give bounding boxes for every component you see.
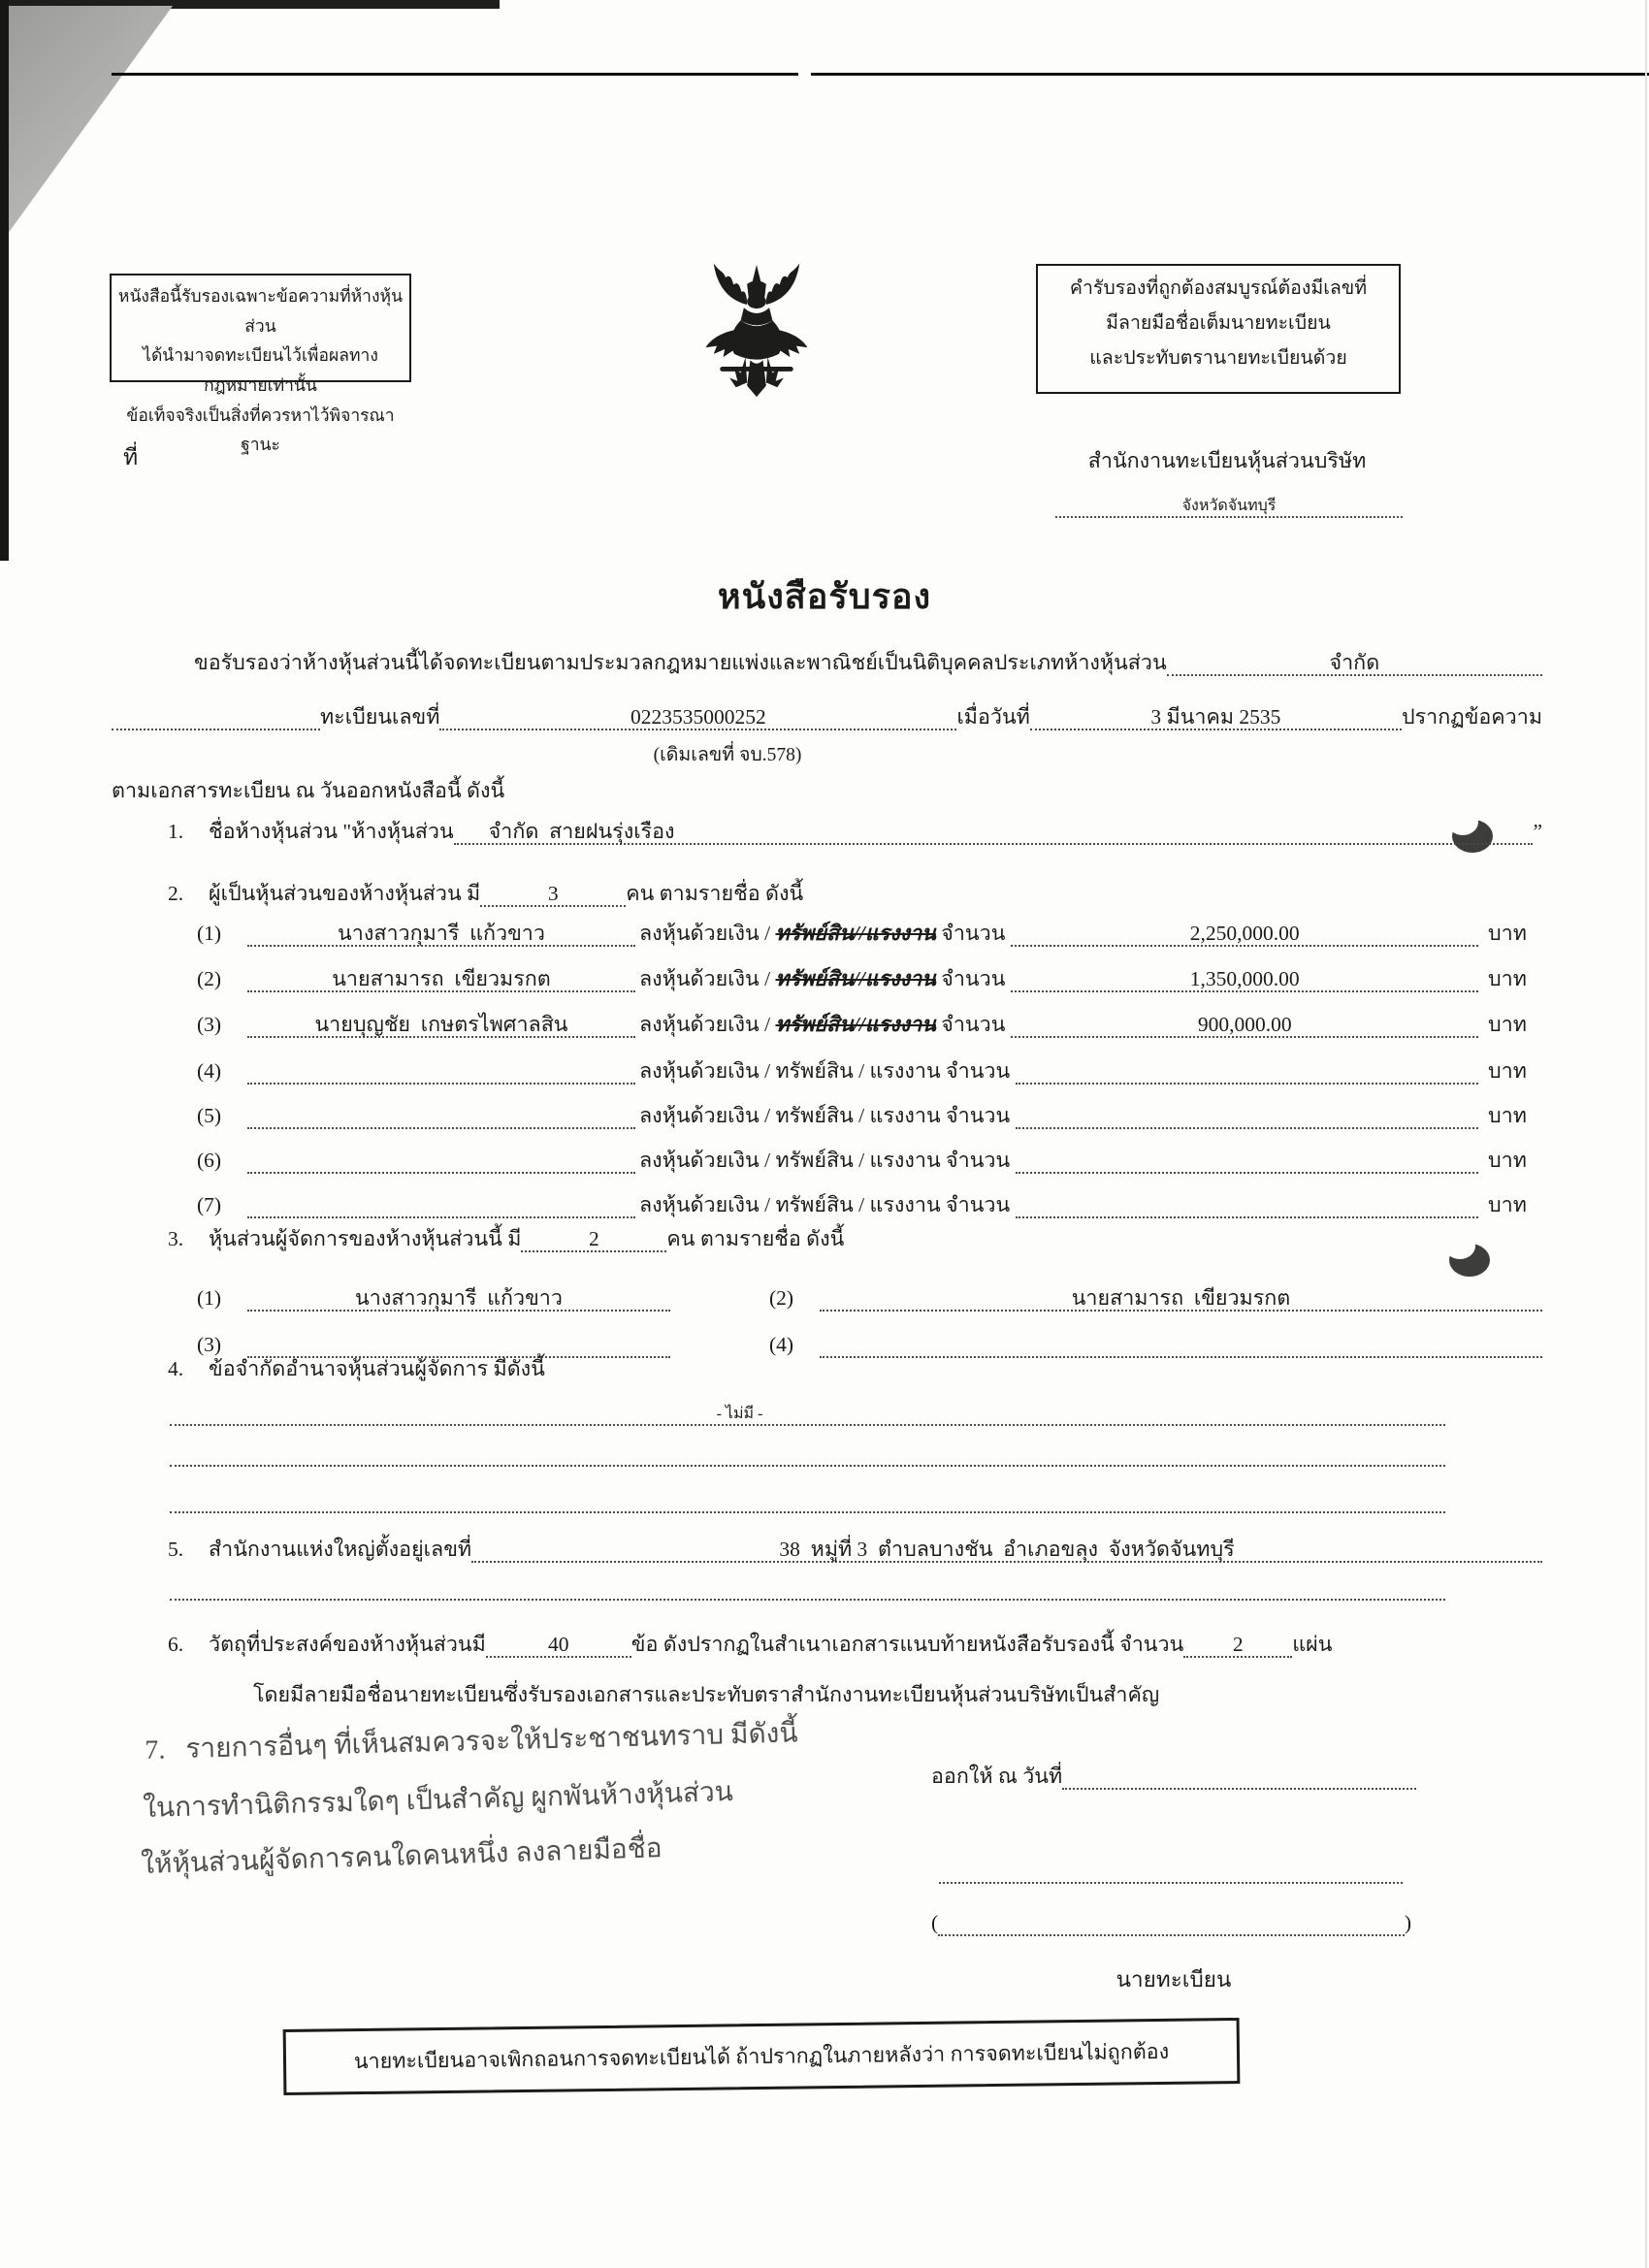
amount-label: จำนวน (946, 1149, 1011, 1173)
partner-row (112, 1046, 1542, 1085)
amount-fill (1016, 1207, 1478, 1218)
partner-name-fill (247, 1118, 635, 1129)
manager-no: (1) (197, 1286, 222, 1311)
item-3-row (112, 1224, 1542, 1252)
old-registration-number: (เดิมเลขที่ จบ.578) (653, 745, 802, 765)
intro-line-1 (112, 648, 1542, 676)
registration-office-name: สำนักงานทะเบียนหุ้นส่วนบริษัท (1087, 449, 1367, 472)
amount-fill (1011, 964, 1478, 992)
contribution-struck: ทรัพย์สิน//แรงงาน (775, 967, 936, 991)
contribution-prefix: ลงหุ้นด้วยเงิน / (639, 967, 771, 991)
contribution-prefix: ลงหุ้นด้วยเงิน / (639, 1104, 771, 1128)
manager-name: นางสาวกุมารี แก้วขาว (355, 1286, 563, 1311)
issue-date-label: ออกให้ ณ วันที่ (931, 1765, 1063, 1788)
amount-value: 1,350,000.00 (1189, 967, 1300, 991)
contribution-label (639, 1103, 1010, 1129)
partner-name-fill (247, 1073, 635, 1085)
intro-tail-text: ปรากฏข้อความ (1401, 705, 1542, 729)
partner-no: (7) (197, 1193, 222, 1217)
issue-date-fill (1062, 1778, 1416, 1790)
partner-name-fill (247, 964, 635, 992)
contribution-prefix: ลงหุ้นด้วยเงิน / (639, 1193, 771, 1217)
left-notice-line: ได้นำมาจดทะเบียนไว้เพื่อผลทางกฎหมายเท่านั้น (143, 345, 378, 395)
intro-text: ขอรับรองว่าห้างหุ้นส่วนนี้ได้จดทะเบียนตามประมวลกฎหมายแพ่งและพาณิชย์เป็นนิติบุคคลประเภทห้างหุ้นส่วน (194, 651, 1167, 674)
contribution-options: ทรัพย์สิน / แรงงาน (775, 1059, 941, 1084)
partners-count-label: ผู้เป็นหุ้นส่วนของห้างหุ้นส่วน มี (209, 882, 481, 905)
manager-name-fill (820, 1283, 1542, 1312)
partner-name-fill (247, 919, 635, 947)
signature-line (939, 1855, 1403, 1884)
amount-fill (1011, 919, 1478, 947)
item-7-stamp-line-2: ในการทำนิติกรรมใดๆ เป็นสำคัญ ผูกพันห้างหุ้นส่วน (142, 1777, 734, 1825)
amount-fill (1011, 1010, 1478, 1038)
contribution-prefix: ลงหุ้นด้วยเงิน / (639, 922, 771, 946)
partnership-name-value: จำกัด สายฝนรุ่งเรือง (488, 820, 675, 843)
issue-date-row (931, 1764, 1416, 1790)
baht-label: บาท (1488, 1104, 1527, 1128)
item-number: 5. (168, 1538, 184, 1561)
scan-artifact-line (811, 73, 1649, 76)
amount-label: จำนวน (946, 1104, 1011, 1128)
registrar-label: นายทะเบียน (1116, 1967, 1232, 1992)
registered-date-label: เมื่อวันที่ (956, 705, 1030, 729)
power-limit-line-1 (170, 1393, 1445, 1426)
manager-row (112, 1319, 1542, 1358)
objectives-count-fill (486, 1630, 631, 1658)
partner-no: (5) (197, 1104, 222, 1128)
left-notice-line: ข้อเท็จจริงเป็นสิ่งที่ควรหาไว้พิจารณาฐานะ (126, 405, 395, 455)
amount-label: จำนวน (941, 967, 1006, 991)
partner-name: นายบุญชัย เกษตรไพศาลสิน (314, 1013, 568, 1037)
item-2-row (112, 879, 1542, 907)
registered-date-fill (1030, 702, 1402, 730)
manager-no: (3) (197, 1333, 222, 1357)
right-notice-line: มีลายมือชื่อเต็มนายทะเบียน (1106, 313, 1331, 335)
garuda-emblem-icon (677, 250, 836, 421)
province-value: จังหวัดจันทบุรี (1181, 498, 1277, 514)
baht-label: บาท (1488, 1059, 1527, 1084)
item-1-row (112, 817, 1542, 845)
head-office-label: สำนักงานแห่งใหญ่ตั้งอยู่เลขที่ (209, 1538, 472, 1561)
managers-count-value: 2 (589, 1227, 599, 1250)
manager-name-fill (247, 1283, 670, 1312)
partnership-type-fill (1167, 648, 1542, 676)
closing-quote: ” (1533, 820, 1542, 843)
partners-count-fill (480, 879, 626, 907)
left-notice-box (110, 274, 411, 455)
contribution-label (639, 1058, 1010, 1085)
amount-fill (1016, 1118, 1478, 1129)
baht-label: บาท (1488, 967, 1527, 991)
partner-name-fill (247, 1162, 635, 1174)
contribution-label (639, 1012, 1005, 1038)
partner-row (112, 1180, 1542, 1218)
item-number: 6. (168, 1633, 184, 1656)
partner-row (112, 1090, 1542, 1129)
item-number: 3. (168, 1227, 184, 1250)
contribution-prefix: ลงหุ้นด้วยเงิน / (639, 1013, 771, 1037)
right-notice-line: คำรับรองที่ถูกต้องสมบูรณ์ต้องมีเลขที่ (1069, 278, 1368, 299)
contribution-label (639, 1192, 1010, 1218)
baht-label: บาท (1488, 1193, 1527, 1217)
registration-number-value: 0223535000252 (630, 705, 766, 729)
managers-count-label: หุ้นส่วนผู้จัดการของห้างหุ้นส่วนนี้ มี (209, 1227, 522, 1250)
province-line (1055, 481, 1403, 518)
power-limit-line-3 (170, 1480, 1445, 1513)
registration-number-fill (439, 702, 956, 730)
amount-label: จำนวน (941, 922, 1006, 946)
head-office-fill (471, 1535, 1542, 1563)
page-title: หนังสือรับรอง (717, 577, 932, 616)
signature-name-fill (938, 1925, 1405, 1936)
partnership-name-fill (454, 817, 1534, 845)
baht-label: บาท (1488, 1013, 1527, 1037)
partner-name-fill (247, 1207, 635, 1218)
sheets-count-fill (1183, 1630, 1292, 1658)
contribution-prefix: ลงหุ้นด้วยเงิน / (639, 1059, 771, 1084)
signature-name-row (931, 1903, 1411, 1936)
manager-row (112, 1273, 1542, 1312)
partner-no: (2) (197, 967, 222, 991)
manager-power-limit-label: ข้อจำกัดอำนาจหุ้นส่วนผู้จัดการ มีดังนี้ (209, 1357, 545, 1380)
power-limit-line-2 (170, 1434, 1445, 1467)
baht-label: บาท (1488, 1149, 1527, 1173)
amount-label: จำนวน (946, 1193, 1011, 1217)
head-office-address: 38 หมู่ที่ 3 ตำบลบางชัน อำเภอขลุง จังหวัดจันทบุรี (779, 1538, 1235, 1561)
partner-name: นางสาวกุมารี แก้วขาว (338, 922, 545, 946)
paren-open: ( (931, 1911, 939, 1935)
amount-fill (1016, 1073, 1478, 1085)
item-6-row (112, 1630, 1542, 1658)
objectives-count-value: 40 (548, 1633, 569, 1656)
contribution-label (639, 1148, 1010, 1174)
item-number: 1. (168, 820, 184, 843)
leader-dots (112, 719, 320, 730)
left-notice-line: หนังสือนี้รับรองเฉพาะข้อความที่ห้างหุ้นส่วน (117, 286, 404, 336)
contribution-struck: ทรัพย์สิน//แรงงาน (775, 922, 936, 946)
contribution-options: ทรัพย์สิน / แรงงาน (775, 1149, 941, 1173)
intro-line-2 (112, 702, 1542, 730)
contribution-options: ทรัพย์สิน / แรงงาน (775, 1193, 941, 1217)
item-number: 7. (145, 1734, 166, 1766)
partner-row (112, 999, 1542, 1038)
footer-notice-text: นายทะเบียนอาจเพิกถอนการจดทะเบียนได้ ถ้าปรากฏในภายหลังว่า การจดทะเบียนไม่ถูกต้อง (353, 2039, 1170, 2074)
amount-label: จำนวน (946, 1059, 1011, 1084)
power-limit-value: - ไม่มี - (716, 1406, 763, 1422)
contribution-prefix: ลงหุ้นด้วยเงิน / (639, 1149, 771, 1173)
amount-label: จำนวน (941, 1013, 1006, 1037)
intro-closing-text: ตามเอกสารทะเบียน ณ วันออกหนังสือนี้ ดังนี้ (112, 779, 505, 802)
sheets-count-value: 2 (1232, 1633, 1244, 1656)
amount-fill (1016, 1162, 1478, 1174)
amount-value: 900,000.00 (1197, 1013, 1292, 1037)
contribution-options: ทรัพย์สิน / แรงงาน (775, 1104, 941, 1128)
contribution-struck: ทรัพย์สิน//แรงงาน (775, 1013, 936, 1037)
objectives-label: วัตถุที่ประสงค์ของห้างหุ้นส่วนมี (209, 1633, 486, 1656)
right-notice-box (1036, 264, 1401, 394)
contribution-label (639, 966, 1005, 992)
registered-date-value: 3 มีนาคม 2535 (1150, 705, 1281, 729)
objectives-mid-text: ข้อ ดังปรากฏในสำเนาเอกสารแนบท้ายหนังสือรับรองนี้ จำนวน (630, 1633, 1184, 1656)
partnership-type-value: จำกัด (1329, 651, 1380, 674)
partners-count-suffix: คน ตามรายชื่อ ดังนี้ (626, 882, 804, 905)
footer-notice-box (283, 2018, 1241, 2095)
partner-no: (1) (197, 922, 222, 946)
partner-name: นายสามารถ เขียวมรกต (332, 967, 551, 991)
manager-no: (2) (769, 1286, 794, 1311)
amount-value: 2,250,000.00 (1189, 922, 1300, 946)
partners-count-value: 3 (547, 882, 559, 905)
manager-no: (4) (769, 1333, 794, 1357)
managers-count-suffix: คน ตามรายชื่อ ดังนี้ (666, 1227, 845, 1250)
managers-count-fill (521, 1224, 666, 1252)
scan-artifact-right-edge (1645, 0, 1647, 2268)
item-7-stamp-line-1 (145, 1711, 798, 1771)
item-4-row (112, 1356, 1542, 1382)
registration-number-label: ทะเบียนเลขที่ (320, 705, 440, 729)
scan-artifact-left-edge (0, 0, 9, 561)
item-5-row (112, 1535, 1542, 1563)
item-number: 4. (168, 1357, 184, 1380)
paren-close: ) (1404, 1911, 1411, 1935)
scan-artifact-line (112, 73, 798, 76)
sheets-unit-label: แผ่น (1292, 1633, 1333, 1656)
manager-name: นายสามารถ เขียวมรกต (1071, 1286, 1291, 1311)
partner-row (112, 908, 1542, 947)
scan-artifact-folded-corner (0, 6, 173, 244)
document-number-label: ที่ (123, 445, 139, 470)
item-number: 2. (168, 882, 184, 905)
partner-row (112, 954, 1542, 992)
partnership-name-label: ชื่อห้างหุ้นส่วน "ห้างหุ้นส่วน (209, 820, 454, 843)
contribution-label (639, 921, 1005, 947)
partner-row (112, 1135, 1542, 1174)
other-remarks-label: รายการอื่นๆ ที่เห็นสมควรจะให้ประชาชนทราบ มีดังนี้ (185, 1718, 798, 1765)
baht-label: บาท (1488, 922, 1527, 946)
partner-no: (6) (197, 1149, 222, 1173)
objectives-line-2: โดยมีลายมือชื่อนายทะเบียนซึ่งรับรองเอกสารและประทับตราสำนักงานทะเบียนหุ้นส่วนบริษัทเป็นสำคัญ (253, 1683, 1160, 1706)
partner-no: (3) (197, 1013, 222, 1037)
right-notice-line: และประทับตรานายทะเบียนด้วย (1089, 348, 1347, 370)
partner-name-fill (247, 1010, 635, 1038)
item-7-stamp-line-3: ให้หุ้นส่วนผู้จัดการคนใดคนหนึ่ง ลงลายมือชื่อ (140, 1833, 663, 1881)
partner-no: (4) (197, 1059, 222, 1084)
head-office-line-2 (170, 1568, 1445, 1601)
